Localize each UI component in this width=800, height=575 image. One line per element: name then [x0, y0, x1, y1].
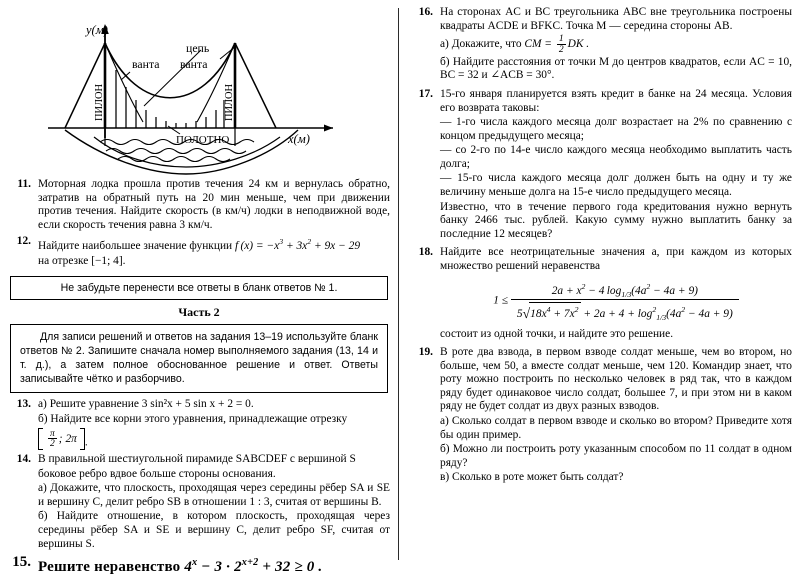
- problem-17-bullet-2: — со 2-го по 14-е число каждого месяца необходимо выплатить часть долга;: [440, 144, 792, 170]
- problem-19-a: а) Сколько солдат в первом взводе и сколько во втором? Приведите хотя бы один пример.: [440, 415, 792, 441]
- interval-fraction: $\frac{\pi}{2}$: [50, 427, 55, 450]
- notice-transfer-answers: Не забудьте перенести все ответы в бланк ответов № 1.: [10, 276, 388, 300]
- problem-11-number: 11.: [17, 178, 31, 190]
- problem-15-lead: Решите неравенство: [38, 559, 181, 575]
- problem-16-a: [440, 34, 792, 55]
- problem-17: [410, 88, 792, 243]
- problem-17-bullet-1: — 1-го числа каждого месяца долг возрастает на 2% по сравнению с концом предыдущего месяца;: [440, 116, 792, 142]
- problem-13-body: [38, 398, 390, 451]
- problem-12-number: 12.: [16, 235, 31, 248]
- problem-12-line2: на отрезке [−1; 4].: [38, 254, 126, 267]
- problem-19-b: б) Можно ли построить роту указанным способом по 11 солдат в одном ряду?: [440, 443, 792, 469]
- problem-16: [410, 6, 792, 84]
- problem-18-denominator: $5√18x^4 + 7x^2 + 2a + 4 + \log^2_{1/3}(4a^2 - 4a + 9)$: [511, 299, 739, 322]
- problem-14-number: 14.: [16, 453, 31, 466]
- problem-14: [8, 453, 390, 552]
- part-2-title: Часть 2: [178, 305, 220, 320]
- problem-13-a: [38, 398, 390, 412]
- problem-15-formula: $4^x - 3 \cdot 2^{x+2} + 32 \ge 0$ .: [184, 557, 323, 575]
- problem-18-numerator: $2a + x^2 - 4$ $\log_{1/3}(4a^2 - 4a + 9)$: [551, 281, 698, 299]
- problem-18-tail: состоит из одной точки, и найдите это решение.: [440, 327, 674, 340]
- column-divider: [398, 8, 399, 560]
- problem-13-a-text: а) Решите уравнение 3 sin²x + 5 sin x + 2 = 0.: [38, 398, 254, 411]
- problem-14-b: б) Найдите отношение, в котором плоскость, проходящая через середины рёбер SA и SE и вершину C, делит ребро SF, считая от вершины S.: [38, 510, 390, 550]
- notice-part2-text: Для записи решений и ответов на задания 13–19 используйте бланк ответов № 2. Запишите сначала номер выполняемого задания (13, 14 и т. д.), а затем полное обоснованное решение и ответ. Ответы записывайте чётко и разборчиво.: [20, 331, 378, 386]
- problem-12-line1: [38, 235, 390, 253]
- problem-16-a-dk: DK .: [567, 38, 590, 51]
- problem-16-intro: На сторонах AC и BC треугольника ABC вне треугольника построены квадраты ACDE и BFKC. Точка M — середина стороны AB.: [440, 6, 792, 32]
- interval-upper: ; 2π: [58, 432, 77, 445]
- problem-17-intro: 15-го января планируется взять кредит в банке на 24 месяца. Условия его возврата таковы:: [440, 87, 792, 114]
- problem-18-intro: Найдите все неотрицательные значения a, при каждом из которых множество решений неравенства: [440, 246, 792, 273]
- problem-16-number: 16.: [418, 6, 433, 18]
- problem-19: [410, 346, 792, 486]
- problem-12: [8, 235, 390, 269]
- x-axis-label: x(м): [288, 132, 310, 146]
- interval-period: .: [84, 435, 88, 448]
- problem-16-b: б) Найдите расстояния от точки M до центров квадратов, если AC = 10, BC = 32 и ∠ACB = 30°.: [440, 55, 792, 82]
- problem-14-body: [38, 453, 390, 552]
- problem-16-a-lead: а) Докажите, что: [440, 38, 525, 51]
- problem-17-body: [440, 88, 792, 243]
- problem-18-body: [440, 246, 792, 342]
- right-column: [408, 6, 792, 566]
- left-column: [8, 6, 398, 575]
- problem-13-b: б) Найдите все корни этого уравнения, принадлежащие отрезку: [38, 412, 348, 425]
- problem-13: [8, 398, 390, 451]
- problem-12-formula: f $(x) = -x^3 + 3x^2 + 9x - 29$: [235, 237, 361, 253]
- problem-14-line2: боковое ребро вдвое больше стороны основания.: [38, 467, 276, 480]
- bridge-diagram: [8, 6, 390, 178]
- problem-11-text: Моторная лодка прошла против течения 24 км и вернулась обратно, затратив на обратный путь на 20 мин меньше, чем при движении против течения. Найдите скорость (в км/ч) лодки в неподвижной воде, если скорость течения равна 3 км/ч.: [38, 178, 390, 231]
- problem-18: [410, 246, 792, 342]
- problem-13-interval: [38, 428, 390, 451]
- problem-16-body: [440, 6, 792, 84]
- y-axis-label: y(м): [86, 23, 108, 37]
- problem-19-number: 19.: [418, 346, 433, 359]
- problem-18-lhs: 1 ≤: [493, 294, 508, 307]
- interval-bracket: [38, 428, 85, 451]
- problem-15-number: 15.: [12, 554, 31, 571]
- problem-11-body: [38, 178, 390, 233]
- problem-14-a: а) Докажите, что плоскость, проходящая через середины рёбер SA и SE и вершину C, делит ребро SB в отношении 1 : 3, считая от вершины B.: [38, 482, 390, 508]
- label-pylon-left: ПИЛОН: [94, 83, 105, 121]
- notice-part2-instructions: [10, 324, 388, 393]
- label-chain: цепь: [186, 41, 210, 55]
- problem-19-body: [440, 346, 792, 486]
- problem-19-intro: В роте два взвода, в первом взводе солдат меньше, чем во втором, но больше, чем 50, а вместе солдат меньше, чем 120. Командир знает, что роту можно построить по несколько человек в ряд так, что в каждом ряду будет одинаковое число солдат, большее 7, и при этом ни в каком ряду не будет солдат из двух разных взводов.: [440, 346, 792, 413]
- problem-11: [8, 178, 390, 233]
- problem-12-lead: Найдите наибольшее значение функции: [38, 240, 233, 253]
- problem-17-number: 17.: [418, 87, 433, 100]
- label-deck: ПОЛОТНО: [176, 134, 230, 146]
- label-stay-left: ванта: [132, 57, 160, 71]
- label-stay-right: ванта: [180, 57, 208, 71]
- problem-19-c: в) Сколько в роте может быть солдат?: [440, 471, 624, 484]
- problem-16-half-fraction: $\frac{1}{2}$: [558, 33, 564, 55]
- problem-13-number: 13.: [16, 398, 31, 411]
- problem-18-number: 18.: [418, 246, 433, 259]
- problem-12-body: [38, 235, 390, 269]
- problem-17-bullet-3: — 15-го числа каждого месяца долг должен быть на одну и ту же величину меньше долга на 15-е число предыдущего месяца.: [440, 172, 792, 199]
- problem-18-inequality: [440, 280, 792, 322]
- label-pylon-right: ПИЛОН: [224, 83, 235, 121]
- problem-16-a-cm: CM =: [524, 38, 555, 51]
- problem-17-tail: Известно, что в течение первого года кредитования нужно вернуть банку 2466 тыс. рублей. Какую сумму нужно выплатить банку за последние 12 месяцев?: [440, 200, 792, 240]
- problem-18-fraction: [511, 280, 739, 322]
- problem-14-line1: В правильной шестиугольной пирамиде SABCDEF с вершиной S: [38, 453, 356, 466]
